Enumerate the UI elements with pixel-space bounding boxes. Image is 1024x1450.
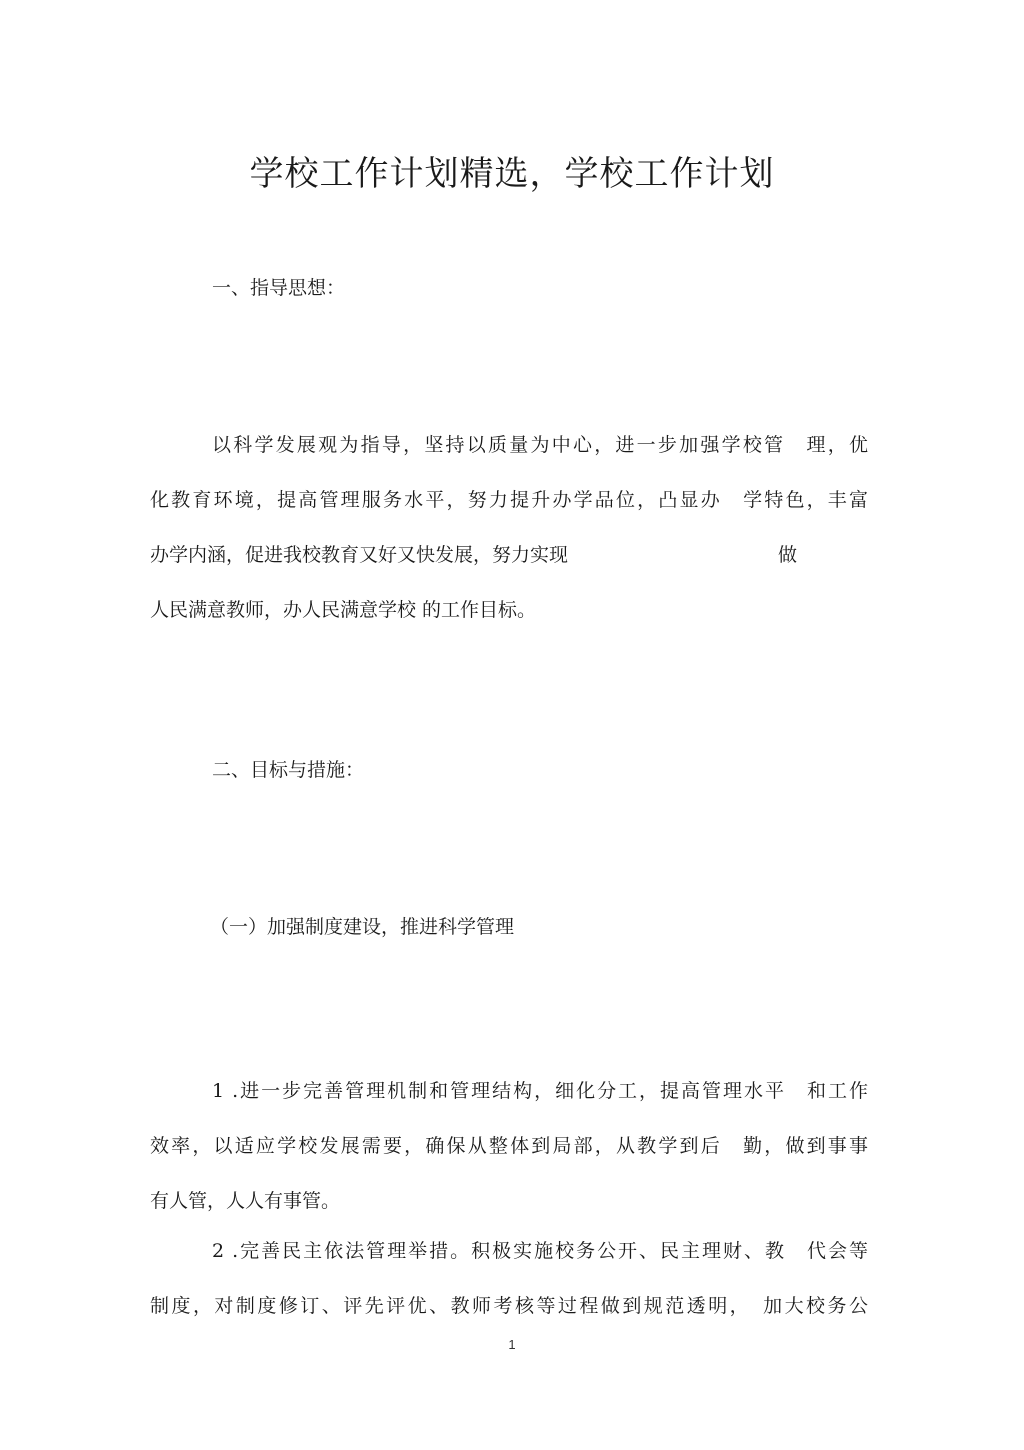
paragraph-line: 效率，以适应学校发展需要，确保从整体到局部，从教学到后 勤，做到事事 xyxy=(150,1135,868,1157)
document-title: 学校工作计划精选，学校工作计划 xyxy=(249,154,775,194)
section-heading-guiding-ideology: 一、指导思想： xyxy=(212,277,346,299)
subsection-heading-system-building: （一）加强制度建设，推进科学管理 xyxy=(210,916,515,938)
paragraph-line: 2 .完善民主依法管理举措。积极实施校务公开、民主理财、教 代会等 xyxy=(212,1240,868,1262)
paragraph-line xyxy=(150,528,868,583)
paragraph-line: 化教育环境，提高管理服务水平，努力提升办学品位，凸显办 学特色，丰富 xyxy=(150,489,868,511)
section-heading-goals-measures: 二、目标与措施： xyxy=(212,759,365,781)
paragraph-line-part: 做 xyxy=(778,544,798,566)
paragraph-line-part: 办学内涵，促进我校教育又好又快发展，努力实现 xyxy=(150,544,569,566)
paragraph-guiding-ideology xyxy=(150,418,868,638)
page-number: 1 xyxy=(508,1337,516,1352)
paragraph-line: 以科学发展观为指导，坚持以质量为中心，进一步加强学校管 理，优 xyxy=(212,434,868,456)
paragraph-line: 有人管，人人有事管。 xyxy=(150,1190,341,1212)
paragraph-item-1 xyxy=(150,1064,868,1229)
paragraph-line: 制度，对制度修订、评先评优、教师考核等过程做到规范透明， 加大校务公 xyxy=(150,1295,868,1317)
paragraph-line: 1 .进一步完善管理机制和管理结构，细化分工，提高管理水平 和工作 xyxy=(212,1080,868,1102)
paragraph-line: 人民满意教师，办人民满意学校 的工作目标。 xyxy=(150,599,537,621)
paragraph-item-2 xyxy=(150,1224,868,1334)
